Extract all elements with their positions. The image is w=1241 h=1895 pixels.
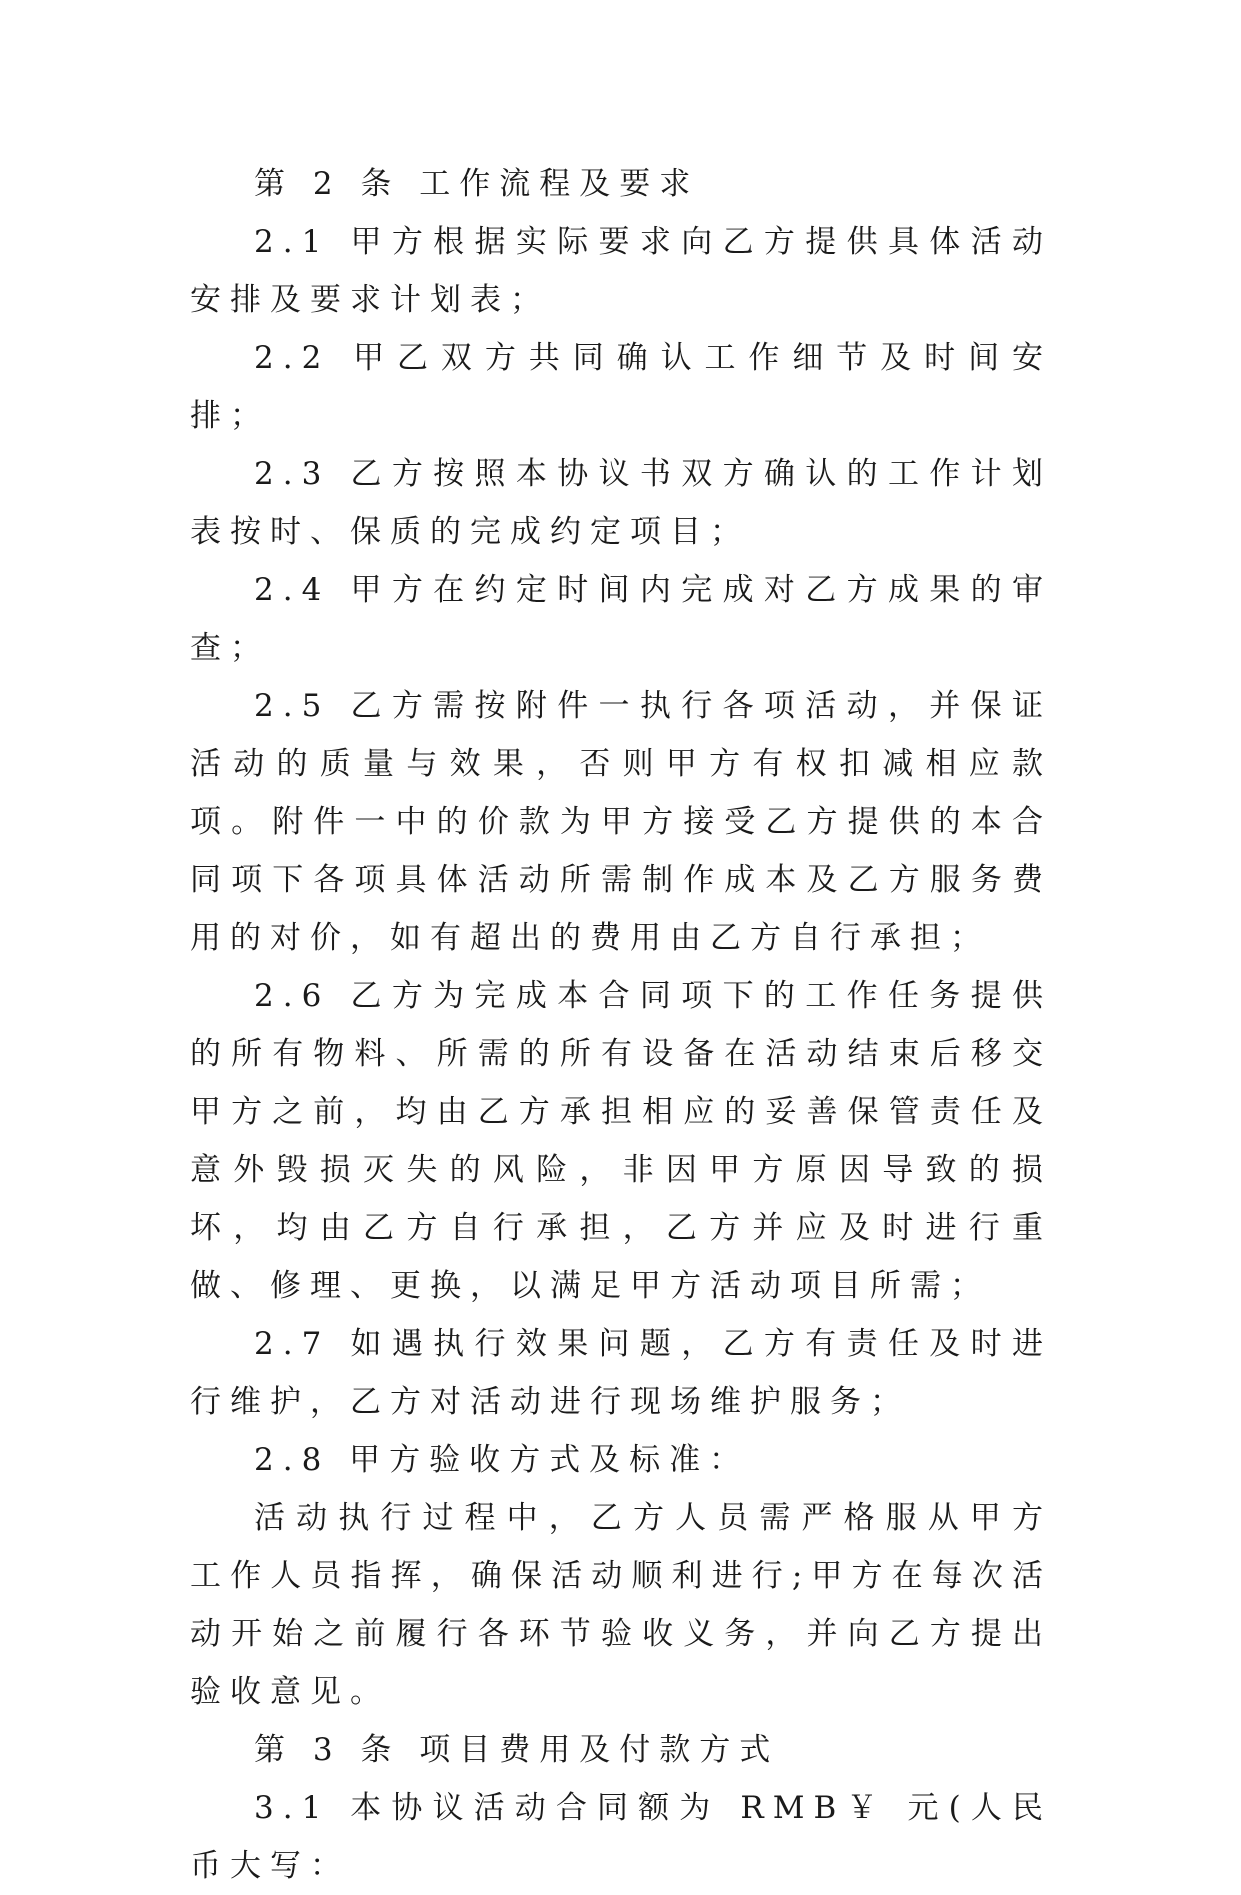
article-3-heading: 第 3 条 项目费用及付款方式 — [254, 1732, 780, 1768]
clause-2-8: 2.8 甲方验收方式及标准： — [254, 1442, 750, 1478]
clause-2-8-detail: 活动执行过程中，乙方人员需严格服从甲方工作人员指挥，确保活动顺利进行;甲方在每次活动开始之前履行各环节验收义务，并向乙方提出验收意见。 — [190, 1500, 1052, 1710]
clause-2-5: 2.5 乙方需按附件一执行各项活动，并保证活动的质量与效果，否则甲方有权扣减相应款项。附件一中的价款为甲方接受乙方提供的本合同项下各项具体活动所需制作成本及乙方服务费用的对价，如有超出的费用由乙方自行承担； — [190, 688, 1052, 956]
clause-3-1: 3.1 本协议活动合同额为 RMB￥ 元(人民币大写： — [190, 1790, 1052, 1884]
clause-2-1: 2.1 甲方根据实际要求向乙方提供具体活动安排及要求计划表； — [190, 224, 1052, 318]
clause-2-7: 2.7 如遇执行效果问题，乙方有责任及时进行维护，乙方对活动进行现场维护服务； — [190, 1326, 1052, 1420]
document-body — [190, 155, 1052, 1895]
clause-2-2: 2.2 甲乙双方共同确认工作细节及时间安排； — [190, 340, 1052, 434]
clause-2-6: 2.6 乙方为完成本合同项下的工作任务提供的所有物料、所需的所有设备在活动结束后移交甲方之前，均由乙方承担相应的妥善保管责任及意外毁损灭失的风险，非因甲方原因导致的损坏，均由乙方自行承担，乙方并应及时进行重做、修理、更换，以满足甲方活动项目所需； — [190, 978, 1052, 1304]
clause-2-4: 2.4 甲方在约定时间内完成对乙方成果的审查； — [190, 572, 1052, 666]
article-2-heading: 第 2 条 工作流程及要求 — [254, 166, 700, 202]
clause-2-3: 2.3 乙方按照本协议书双方确认的工作计划表按时、保质的完成约定项目； — [190, 456, 1052, 550]
